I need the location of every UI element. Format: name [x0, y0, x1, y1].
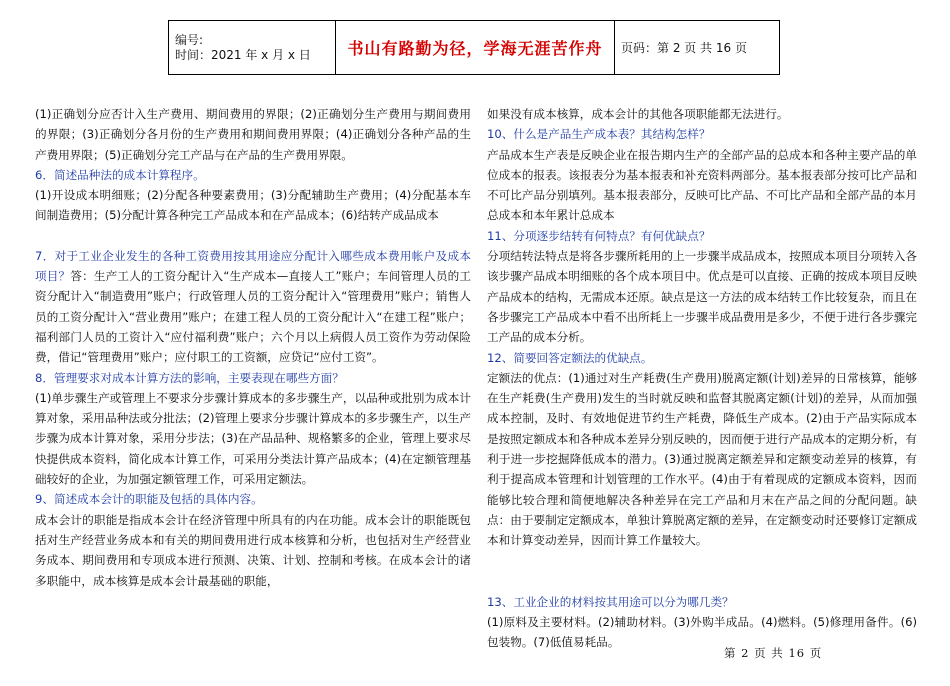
answer-11: 分项结转法特点是将各步骤所耗用的上一步骤半成品成本，按照成本项目分项转入各该步骤产品成本明细账的各个成本项目中。优点是可以直接、正确的按成本项目反映产品成本的结构，无需成本还原。缺点是这一方法的成本结转工作比较复杂，而且在各步骤完工产品成本中看不出所耗上一步骤半成品费用是多少，不便于进行各步骤完工产品的成本分析。 — [487, 249, 917, 345]
number-label: 编号: — [175, 32, 204, 47]
answer-6: (1)开设成本明细账；(2)分配各种要素费用；(3)分配辅助生产费用；(4)分配基本车间制造费用；(5)分配计算各种完工产品成本和在产品成本；(6)结转产成品成本 — [35, 188, 471, 223]
question-11: 11、分项逐步结转有何特点？有何优缺点？ — [487, 228, 711, 243]
motto: 书山有路勤为径，学海无涯苦作舟 — [336, 21, 615, 75]
answer-13: (1)原料及主要材料。(2)辅助材料。(3)外购半成品。(4)燃料。(5)修理用备件。(6)包装物。(7)低值易耗品。 — [487, 614, 917, 650]
question-6: 6．简述品种法的成本计算程序。 — [35, 167, 205, 182]
answer-7: 答：生产工人的工资分配计入“生产成本—直接人工”账户；车间管理人员的工资分配计入“制造费用”账户；行政管理人员的工资分配计入“管理费用”账户；销售人员的工资分配计入“营业费用”账户；在建工程人员的工资分配计入“在建工程”账户；福利部门人员的工资计入“应付福利费”账户；六个月以上病假人员工资作为劳动保险费，借记“管理费用”账户；应付职工的工资额，应贷记“应付工资”。 — [35, 269, 471, 365]
page-label: 页码：第 2 页 共 16 页 — [615, 21, 780, 75]
question-13: 13、工业企业的材料按其用途可以分为哪几类？ — [487, 594, 734, 609]
left-column — [35, 104, 471, 591]
answer-9: 成本会计的职能是指成本会计在经济管理中所具有的内在功能。成本会计的职能既包括对生产经营业务成本和有关的期间费用进行成本核算和分析，也包括对生产经营业务成本、期间费用和专项成本进行预测、决策、计划、控制和考核。在成本会计的诸多职能中，成本核算是成本会计最基础的职能， — [35, 512, 471, 588]
question-7: 7．对于工业企业发生的各种工资费用按其用途应分配计入哪些成本费用帐户及成本项目？ — [35, 248, 471, 284]
question-7-block — [35, 246, 471, 368]
header-meta — [169, 21, 336, 75]
answer-12: 定额法的优点：(1)通过对生产耗费(生产费用)脱离定额(计划)差异的日常核算，能够在生产耗费(生产费用)发生的当时就反映和监督其脱离定额(计划)的差异，从而加强成本控制，及时、有效地促进节约生产耗费，降低生产成本。(2)由于产品实际成本是按照定额成本和各种成本差异分别反映的，因而便于进行产品成本的定期分析，有利于进一步挖掘降低成本的潜力。(3)通过脱离定额差异和定额变动差异的核算，有利于提高成本管理和计划管理的工作水平。(4)由于有着现成的定额成本资料，因而能够比较合理和简便地解决各种差异在完工产品和月末在产品之间的分配问题。缺点：由于要制定定额成本，单独计算脱离定额的差异，在定额变动时还要修订定额成本和计算变动差异，因而计算工作量较大。 — [487, 370, 917, 548]
question-10: 10、什么是产品生产成本表？其结构怎样？ — [487, 127, 711, 142]
question-12: 12、简要回答定额法的优缺点。 — [487, 350, 653, 365]
time-label: 时间：2021 年 x 月 x 日 — [175, 47, 311, 62]
question-9: 9、简述成本会计的职能及包括的具体内容。 — [35, 492, 263, 507]
page-header — [168, 20, 780, 75]
answer-8: (1)单步骤生产或管理上不要求分步骤计算成本的多步骤生产，以品种或批别为成本计算对象，采用品种法或分批法；(2)管理上要求分步骤计算成本的多步骤生产，以生产步骤为成本计算对象，采用分步法；(3)在产品品种、规格繁多的企业，管理上要求尽快提供成本资料，简化成本计算工作，可采用分类法计算产品成本；(4)在定额管理基础较好的企业，为加强定额管理工作，可采用定额法。 — [35, 390, 471, 487]
question-8: 8．管理要求对成本计算方法的影响，主要表现在哪些方面？ — [35, 370, 344, 385]
right-column — [487, 104, 917, 652]
paragraph-criteria: (1)正确划分应否计入生产费用、期间费用的界限；(2)正确划分生产费用与期间费用的界限；(3)正确划分各月份的生产费用和期间费用界限；(4)正确划分各种产品的生产费用界限；(5)正确划分完工产品与在产品的生产费用界限。 — [35, 107, 471, 162]
answer-9-continued: 如果没有成本核算，成本会计的其他各项职能都无法进行。 — [487, 107, 789, 121]
answer-10: 产品成本生产表是反映企业在报告期内生产的全部产品的总成本和各种主要产品的单位成本的报表。该报表分为基本报表和补充资料两部分。基本报表部分按可比产品和不可比产品分别填列。基本报表部分，反映可比产品、不可比产品和全部产品的本月总成本和本年累计总成本 — [487, 147, 917, 223]
page-footer: 第 2 页 共 16 页 — [724, 646, 823, 660]
